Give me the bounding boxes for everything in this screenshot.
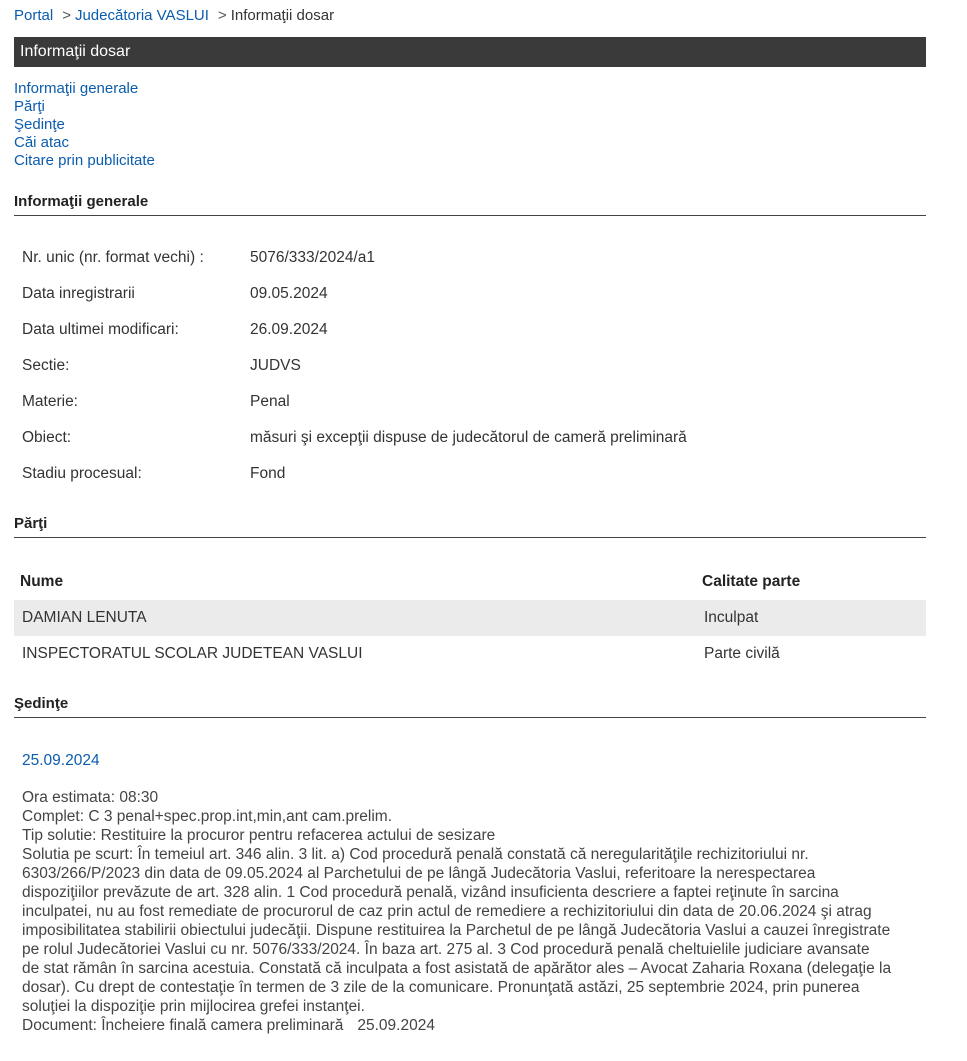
quicklink-informatii-generale[interactable]: Informaţii generale [14,80,139,97]
sedinta-solutie-line: pe rolul Judecătoriei Vaslui cu nr. 5076/333/2024. În baza art. 275 al. 3 Cod procedură penală cheltuielile judiciare avansate [22,941,870,958]
party-name: DAMIAN LENUTA [22,609,147,626]
quicklink-citare-prin-publicitate[interactable]: Citare prin publicitate [14,152,155,169]
section-header-parti: Părţi [14,514,926,538]
table-row [14,600,926,636]
sedinta-complet: Complet: C 3 penal+spec.prop.int,min,ant cam.prelim. [22,808,393,825]
info-row-materie [22,384,922,420]
info-label: Stadiu procesual: [22,465,142,482]
sedinta-document [22,1016,922,1035]
sedinta-solutie-line: de stat rămân în sarcina acestuia. Constată că inculpata a fost asistată de apărător ales – Avocat Zaharia Roxana (delegaţie la [22,960,892,977]
info-row-obiect [22,420,922,456]
sedinta-solutie-line: Solutia pe scurt: În temeiul art. 346 alin. 3 lit. a) Cod procedură penală constată că neregularităţile rechizitoriului nr. [22,846,809,863]
sedinta-solutie-line: imposibilitatea stabilirii obiectului judecăţii. Dispune restituirea la Parchetul de pe lângă Judecătoria Vaslui a cauzei înregistrate [22,922,891,939]
info-label: Sectie: [22,357,70,374]
sedinta-details [22,788,922,1035]
parti-table-header [14,565,926,599]
sedinta-solutie-line: dispoziţiilor prevăzute de art. 328 alin. 1 Cod procedură penală, vizând insuficienta descriere a faptei reţinute în sarcina [22,884,839,901]
section-header-sedinte: Şedinţe [14,694,926,718]
info-value: măsuri şi excepţii dispuse de judecătorul de cameră preliminară [250,429,687,446]
info-label: Materie: [22,393,78,410]
party-name: INSPECTORATUL SCOLAR JUDETEAN VASLUI [22,645,363,662]
party-role: Inculpat [704,609,759,626]
party-role: Parte civilă [704,645,780,662]
info-value: Fond [250,465,286,482]
info-label: Data inregistrarii [22,285,135,302]
info-row-data-ultimei-modificari [22,312,922,348]
info-value: Penal [250,393,290,410]
sedinta-date: 25.09.2024 [22,752,100,769]
table-row [14,636,926,672]
breadcrumb-separator: > [217,7,227,24]
page-title: Informaţii dosar [14,37,926,67]
info-row-nr-unic [22,240,922,276]
info-value: JUDVS [250,357,301,374]
sedinta-tip-solutie: Tip solutie: Restituire la procuror pentru refacerea actului de sesizare [22,827,496,844]
breadcrumb [14,7,334,25]
info-label: Data ultimei modificari: [22,321,179,338]
sedinta-ora-estimata: Ora estimata: 08:30 [22,789,159,806]
quicklink-parti[interactable]: Părţi [14,98,45,115]
sedinta-solutie-line: dosar). Cu drept de contestaţie în termen de 3 zile de la comunicare. Pronunţată astăzi, 25 septembrie 2024, prin punerea [22,979,860,996]
breadcrumb-separator: > [62,7,71,24]
column-header-calitate-parte: Calitate parte [702,573,801,590]
quicklink-sedinte[interactable]: Şedinţe [14,116,65,133]
info-row-sectie [22,348,922,384]
info-value: 26.09.2024 [250,321,328,338]
sedinta-solutie-line: soluţiei la dispoziţie prin mijlocirea grefei instanţei. [22,998,365,1015]
info-label: Nr. unic (nr. format vechi) : [22,249,204,266]
breadcrumb-current: Informaţii dosar [230,7,335,24]
info-value: 5076/333/2024/a1 [250,249,375,266]
column-header-nume: Nume [20,573,64,590]
section-quicklinks [14,80,155,170]
breadcrumb-portal-link[interactable]: Portal [14,7,54,24]
info-row-stadiu-procesual [22,456,922,492]
info-row-data-inregistrarii [22,276,922,312]
info-label: Obiect: [22,429,72,446]
quicklink-cai-atac[interactable]: Căi atac [14,134,70,151]
document-date: 25.09.2024 [357,1017,435,1034]
sedinta-solutie-line: 6303/266/P/2023 din data de 09.05.2024 al Parchetului de pe lângă Judecătoria Vaslui, referitoare la nerespectarea [22,865,816,882]
info-value: 09.05.2024 [250,285,328,302]
sedinta-solutie-line: inculpatei, nu au fost remediate de procurorul de caz prin actul de remediere a rechizitoriului din data de 20.06.2024 şi atrag [22,903,872,920]
general-info-table [22,240,922,492]
breadcrumb-court-link[interactable]: Judecătoria VASLUI [74,7,209,24]
document-label: Document: Încheiere finală camera preliminară [22,1017,344,1034]
section-header-informatii-generale: Informaţii generale [14,192,926,216]
